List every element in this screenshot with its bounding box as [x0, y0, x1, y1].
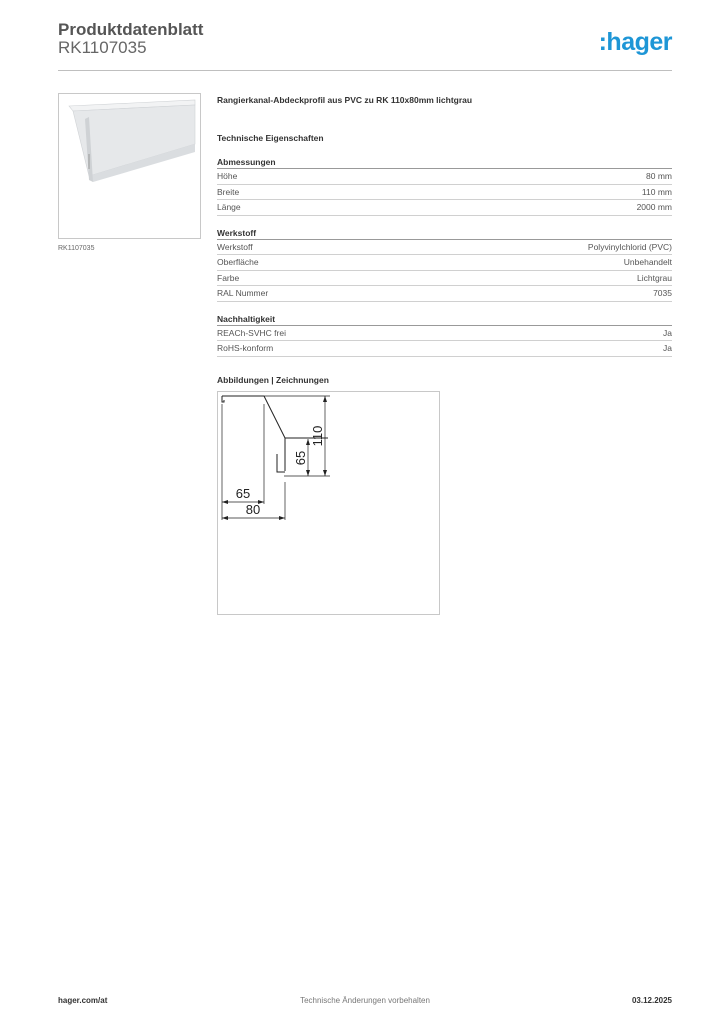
footer-date: 03.12.2025 — [631, 996, 672, 1005]
dimension-label-65-horizontal: 65 — [235, 485, 251, 501]
cover-profile-picture — [59, 94, 200, 238]
row-label: Breite — [217, 186, 240, 197]
row-value: Unbehandelt — [623, 257, 672, 267]
table-row — [217, 255, 672, 271]
row-value: Lichtgrau — [637, 272, 672, 283]
dimension-label-65-vertical: 65 — [293, 450, 308, 465]
row-value: 110 mm — [641, 186, 672, 197]
dimension-label-110: 110 — [310, 425, 325, 446]
hager-logo: :hager — [598, 28, 672, 56]
product-image-caption: RK1107035 — [58, 245, 95, 252]
technical-properties-title: Technische Eigenschaften — [217, 133, 324, 143]
group-dimensions — [217, 157, 672, 216]
table-row — [217, 341, 672, 357]
row-value: 7035 — [653, 288, 672, 298]
row-value: 2000 mm — [636, 202, 672, 212]
group-title: Nachhaltigkeit — [217, 314, 672, 326]
group-material — [217, 228, 672, 302]
product-image — [58, 93, 201, 239]
figures-title: Abbildungen | Zeichnungen — [217, 374, 329, 385]
article-number: RK1107035 — [58, 38, 147, 57]
table-row — [217, 200, 672, 216]
row-label: Werkstoff — [217, 241, 253, 252]
table-row — [217, 240, 672, 256]
page-title: Produktdatenblatt — [58, 20, 204, 39]
footer-website: hager.com/at — [58, 996, 108, 1005]
footer-notice: Technische Änderungen vorbehalten — [300, 996, 430, 1005]
dimension-drawing — [218, 392, 439, 614]
table-row — [217, 326, 672, 342]
table-row — [217, 185, 672, 201]
table-row — [217, 169, 672, 185]
group-sustainability — [217, 314, 672, 357]
group-title: Abmessungen — [217, 157, 672, 169]
row-label: REACh-SVHC frei — [217, 327, 286, 338]
row-value: 80 mm — [646, 171, 672, 181]
product-title: Rangierkanal-Abdeckprofil aus PVC zu RK 110x80mm lichtgrau — [217, 95, 473, 105]
row-label: RAL Nummer — [217, 288, 269, 298]
row-label: Oberfläche — [217, 257, 259, 267]
page-header — [58, 20, 672, 71]
row-label: RoHS-konform — [217, 343, 274, 353]
row-label: Farbe — [217, 272, 240, 283]
row-value: Ja — [663, 327, 672, 338]
row-label: Höhe — [217, 171, 238, 181]
row-value: Ja — [663, 343, 672, 353]
row-value: Polyvinylchlorid (PVC) — [587, 241, 672, 252]
table-row — [217, 271, 672, 287]
table-row — [217, 286, 672, 302]
dimension-label-80: 80 — [245, 501, 261, 517]
page-footer — [58, 996, 672, 1010]
main-content — [217, 93, 672, 615]
technical-drawing — [217, 391, 440, 615]
group-title: Werkstoff — [217, 228, 672, 240]
row-label: Länge — [217, 202, 241, 212]
